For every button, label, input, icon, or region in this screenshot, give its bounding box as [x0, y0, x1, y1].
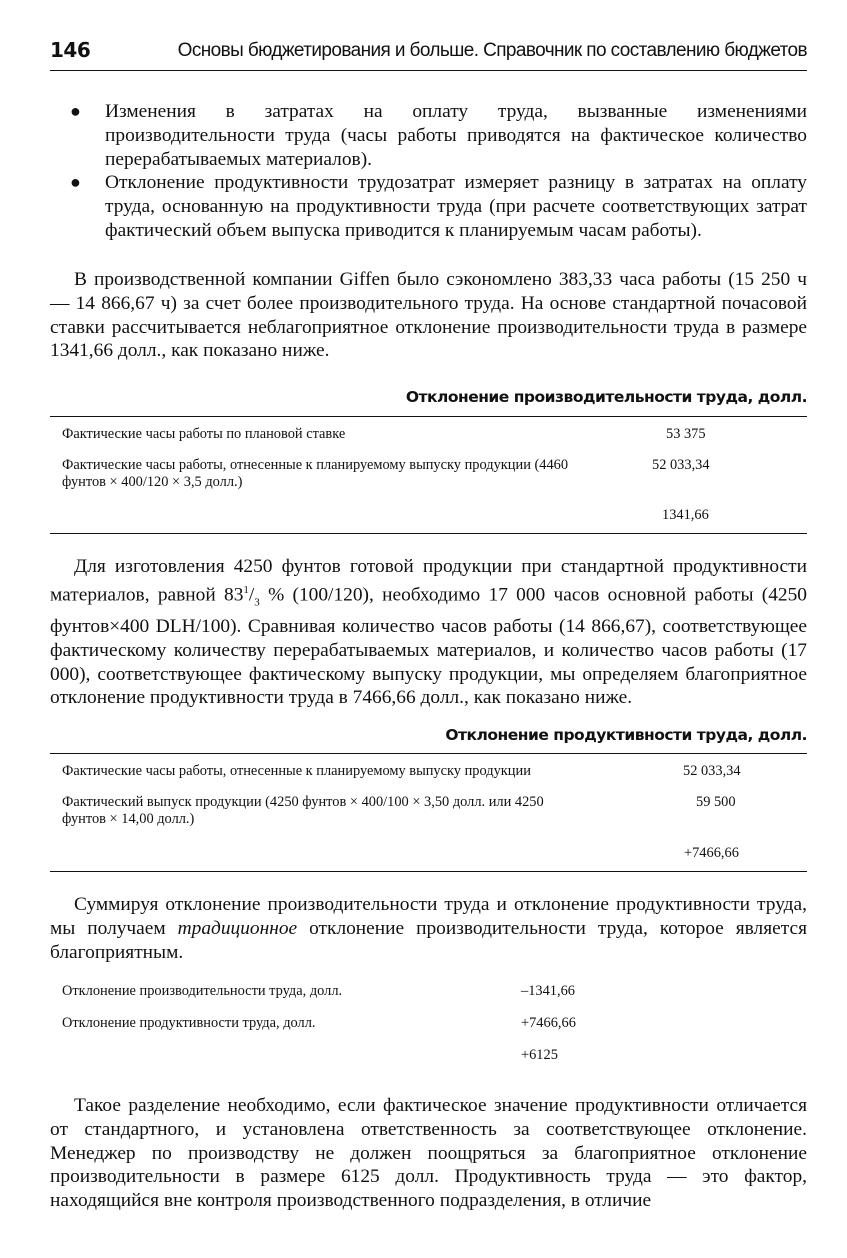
page-number: 146 [50, 38, 91, 62]
table-1-top-rule [50, 416, 807, 417]
summary-row-1-label: Отклонение производительности труда, долл. [62, 983, 343, 999]
summary-row-2-label: Отклонение продуктивности труда, долл. [62, 1015, 316, 1031]
summary-row-1-value: –1341,66 [521, 983, 575, 999]
paragraph-2-part-2: % (100/120), необходимо 17 000 часов основной работы (4250 фунтов×400 DLH/100). Сравнивая количество часов работы (14 866,67), соответствующее фактическому количеству перерабатываемых материалов, и количество часов работы (17 000), соответствующее фактическому выпуску продукции, мы определяем благоприятное отклонение продуктивности труда в 7466,66 долл., как показано ниже. [50, 584, 807, 709]
table-1-total: 1341,66 [662, 507, 709, 523]
bullet-item [50, 171, 807, 242]
table-2-row-2-value: 59 500 [696, 794, 736, 810]
paragraph-traditional [50, 893, 807, 964]
table-1-row-2-value: 52 033,34 [652, 457, 710, 473]
table-2-total: +7466,66 [684, 845, 739, 861]
table-1-title: Отклонение производительности труда, долл. [405, 388, 807, 406]
paragraph-separation: Такое разделение необходимо, если фактическое значение продуктивности отличается от стандартного, и установлена ответственность за соответствующее отклонение. Менеджер по производству не должен поощряться за благоприятное отклонение производительности в размере 6125 долл. Продуктивность труда — это фактор, находящийся вне контроля производственного подразделения, в отличие [50, 1095, 807, 1212]
table-2-row-2-label: Фактический выпуск продукции (4250 фунтов × 400/100 × 3,50 долл. или 4250 фунтов × 14,00 долл.) [62, 794, 544, 827]
table-2-bottom-rule [50, 871, 807, 872]
table-1-row-1-value: 53 375 [666, 426, 706, 442]
table-1-row-2-label: Фактические часы работы, отнесенные к планируемому выпуску продукции (4460 фунтов × 400/120 × 3,5 долл.) [62, 457, 569, 490]
bullet-dot-icon: ● [70, 101, 81, 121]
paragraph-2-part-1: Для изготовления 4250 фунтов готовой продукции при стандартной продуктивности материалов, равной 83 [50, 556, 807, 606]
table-1-row-1-label: Фактические часы работы по плановой ставке [62, 426, 346, 442]
running-title: Основы бюджетирования и больше. Справочник по составлению бюджетов [177, 40, 807, 61]
table-1-bottom-rule [50, 533, 807, 534]
table-2-top-rule [50, 753, 807, 754]
paragraph-3-after: отклонение производительности труда, которое является благоприятным. [50, 917, 807, 963]
summary-total: +6125 [521, 1047, 558, 1063]
bullet-list [50, 100, 807, 243]
emphasis-traditional: традиционное [177, 917, 298, 939]
bullet-dot-icon: ● [70, 172, 81, 193]
paragraph-giffen-savings: В производственной компании Giffen было сэкономлено 383,33 часа работы (15 250 ч — 14 866,67 ч) за счет более производительного труда. На основе стандартной почасовой ставки рассчитывается неблагоприятное отклонение производительности труда в размере 1341,66 долл., как показано ниже. [50, 269, 807, 362]
fraction-denominator: 3 [254, 596, 260, 609]
page-header [50, 38, 807, 71]
table-2-row-1-value: 52 033,34 [683, 763, 741, 779]
summary-row-2-value: +7466,66 [521, 1015, 576, 1031]
paragraph-3-before: Суммируя отклонение производительности труда и отклонение продуктивности труда, мы получаем [50, 894, 807, 939]
bullet-text: Отклонение продуктивности трудозатрат измеряет разницу в затратах на оплату труда, основанную на продуктивности труда (при расчете соответствующих затрат фактический объем выпуска приводится к планируемым часам работы). [105, 172, 807, 241]
bullet-text: Изменения в затратах на оплату труда, вызванные изменениями производительности труда (часы работы приводятся на фактическое количество перерабатываемых материалов). [105, 101, 807, 170]
fraction-slash: / [248, 584, 255, 606]
table-2-row-1-label: Фактические часы работы, отнесенные к планируемому выпуску продукции [62, 763, 531, 779]
bullet-item [50, 100, 807, 171]
fraction-numerator: 1 [243, 583, 249, 596]
paragraph-productivity [50, 555, 807, 710]
table-2-title: Отклонение продуктивности труда, долл. [445, 726, 807, 744]
